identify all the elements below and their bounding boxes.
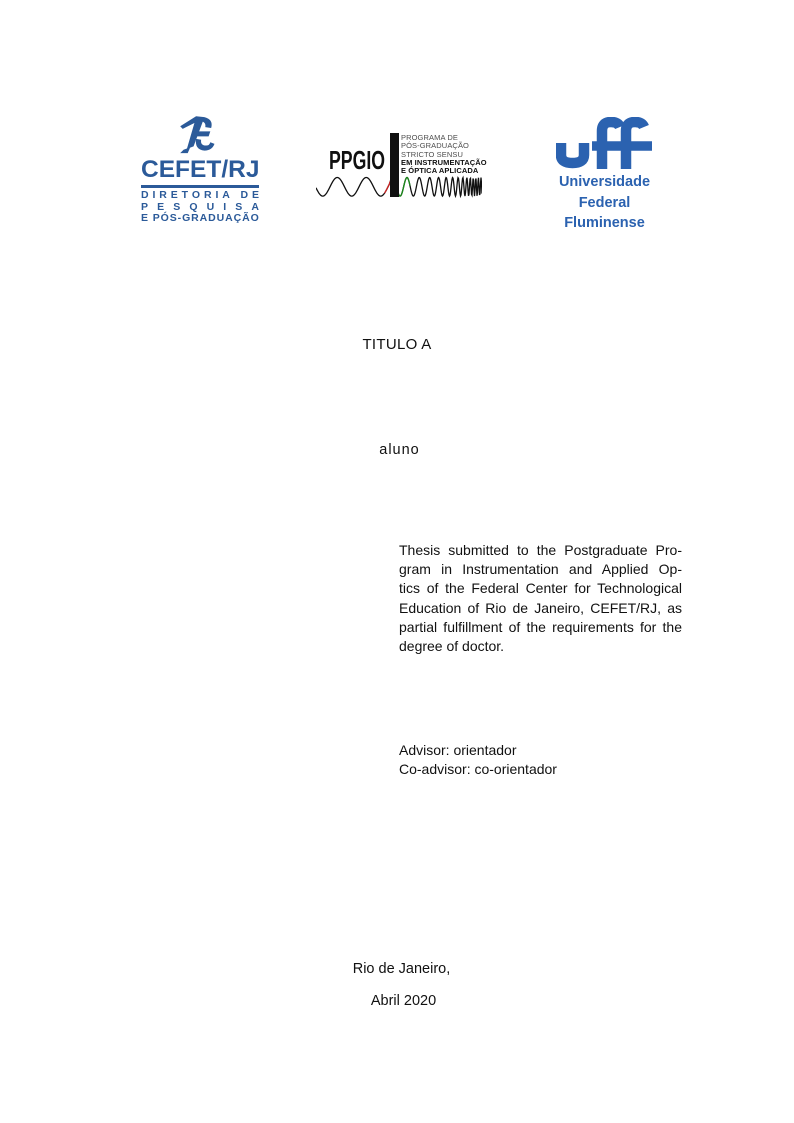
ppgio-subtitle-line: EM INSTRUMENTAÇÃO <box>401 157 487 167</box>
ppgio-subtitle-line: STRICTO SENSU <box>401 149 464 159</box>
submission-statement-line: tics of the Federal Center for Technological <box>399 580 682 597</box>
submission-statement <box>399 541 682 656</box>
ppgio-subtitle-line: PROGRAMA DE <box>401 133 458 142</box>
ppgio-vertical-bar <box>390 133 399 197</box>
ppgio-subtitle-line: E ÓPTICA APLICADA <box>401 166 479 176</box>
uff-subtitle-line: Fluminense <box>564 215 645 231</box>
ppgio-subtitle-light <box>401 134 469 159</box>
cefet-wordmark: C E F E T / R J <box>141 156 260 183</box>
advisor-line: Advisor: orientador <box>399 742 517 758</box>
thesis-title: TITULO A <box>362 336 432 353</box>
submission-statement-line: Education of Rio de Janeiro, CEFET/RJ, as <box>399 599 682 616</box>
uff-subtitle <box>556 172 653 234</box>
cefet-subtitle-line: P E S Q U I S A <box>141 200 259 213</box>
ppgio-logo <box>316 128 487 200</box>
coadvisor-line: Co-advisor: co-orientador <box>399 761 557 778</box>
cefet-subtitle-line: E P Ó S - G R A D U A Ç Ã O <box>141 212 259 225</box>
te-monogram-icon <box>171 112 217 154</box>
ppgio-wordmark: PPGIO <box>329 145 386 175</box>
cefet-subtitle-line: D I R E T O R I A D E <box>141 189 259 201</box>
ppgio-subtitle-line: PÓS-GRADUAÇÃO <box>401 141 469 151</box>
uff-wordmark-icon <box>556 117 652 169</box>
submission-statement-line: partial fulfillment of the requirements for the <box>399 618 682 635</box>
cefet-subtitle <box>141 190 259 225</box>
uff-logo <box>556 117 653 234</box>
cefet-logo <box>141 112 259 225</box>
uff-subtitle-line: Universidade <box>558 174 651 190</box>
submission-statement-line: Thesis submitted to the Postgraduate Pro- <box>399 542 682 558</box>
city-line: Rio de Janeiro, <box>352 961 451 977</box>
ppgio-subtitle-bold <box>401 159 487 176</box>
uff-subtitle-line: Federal <box>578 194 631 211</box>
date-line: Abril 2020 <box>370 993 437 1009</box>
cefet-divider <box>141 185 259 188</box>
submission-statement-line: gram in Instrumentation and Applied Op- <box>399 561 682 578</box>
submission-statement-line: degree of doctor. <box>399 638 505 655</box>
chirp-wave-icon <box>316 175 482 199</box>
author-name: aluno <box>379 442 420 458</box>
advisors-block <box>399 741 557 779</box>
